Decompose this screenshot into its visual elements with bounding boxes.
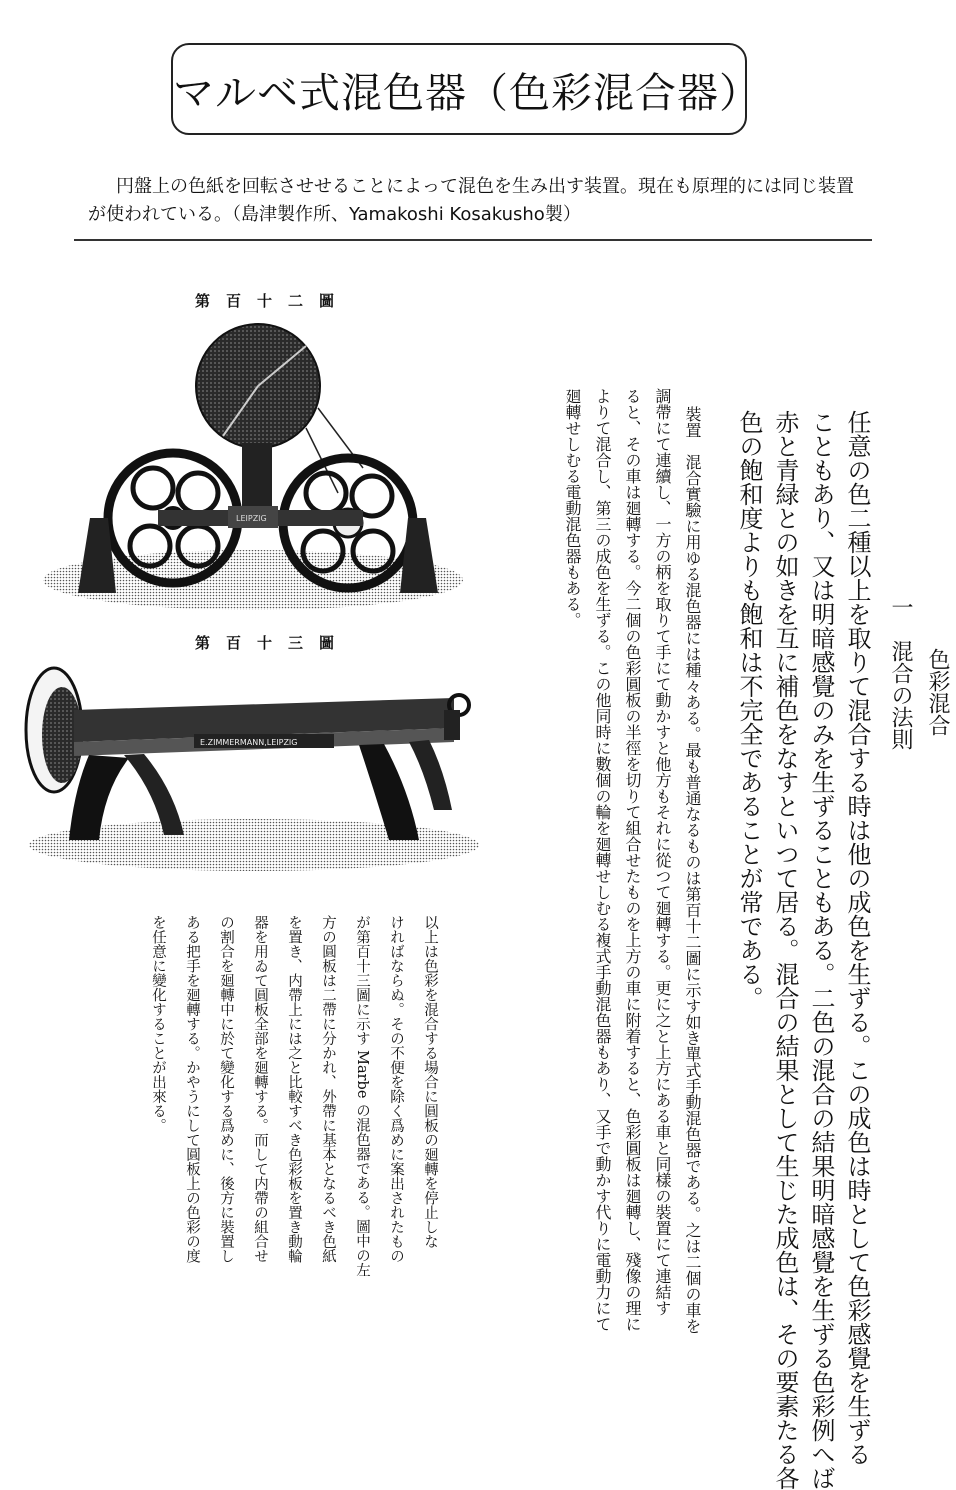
lower-text-line: を置き、内帶上には之と比較すべき色彩板を置き動輪 [286, 915, 302, 1263]
photo-caption: 円盤上の色紙を回転させせることによって混色を生み出す装置。現在も原理的には同じ装置が使われている。（島津製作所、Yamakoshi Kosakusho製） [88, 176, 854, 225]
figure-113-plate-text: E.ZIMMERMANN,LEIPZIG [200, 738, 298, 747]
body-text-line: 調帶にて連續し、一方の柄を取りて手にて動かすと他方もそれに從つて廻轉する。更に之と上方にある車と同樣の裝置にて連結す [653, 388, 672, 1316]
figure-113-marbe-color-mixer [14, 650, 484, 875]
figure-113-label: 第百十三圖 [195, 634, 351, 652]
body-text-line: ると、その車は廻轉する。今二個の色彩圓板の半徑を切りて組合せたものを上方の車に附着すると、色彩圓板は廻轉し、殘像の理に [623, 388, 642, 1332]
body-text-line: 裝置 混合實驗に用ゆる混色器には種々ある。最も普通なるものは第百十二圖に示す如き單式手動混色器である。之は二個の車を [683, 406, 702, 1334]
body-text-line: 廻轉せしむる電動混色器もある。 [563, 388, 582, 628]
title-box [171, 43, 761, 135]
main-text-line: 任意の色二種以上を取りて混合する時は他の成色を生ずる。この成色は時として色彩感覺を生ずる [843, 410, 871, 1466]
lower-text-line: ある把手を廻轉する。かやうにして圓板上の色彩の度 [184, 915, 200, 1263]
page-title: マルベ式混色器（色彩混合器） [173, 68, 761, 117]
lower-text-line: が第百十三圖に示す Marbe の混色器である。圖中の左 [354, 915, 370, 1278]
lower-text-line: の割合を廻轉中に於て變化する爲めに、後方に裝置し [218, 915, 234, 1263]
chapter-title: 色彩混合 [925, 648, 950, 736]
lower-text-line: ければならぬ。その不便を除く爲めに案出されたもの [388, 915, 404, 1263]
figure-112-label: 第百十二圖 [195, 292, 351, 310]
lower-text-line: 方の圓板は二帶に分かれ、外帶に基本となるべき色紙 [320, 915, 336, 1263]
main-text-line: こともあり、又は明暗感覺のみを生ずることもある。二色の混合の結果明暗感覺を生ずる色彩例へば [807, 410, 835, 1490]
main-text-line: 赤と青緑との如きを互に補色をなすといつて居る。混合の結果として生じた成色は、その要素たる各 [771, 410, 799, 1490]
figure-112-plate-text: LEIPZIG [236, 514, 267, 523]
main-text-line: 色の飽和度よりも飽和は不完全であることが常である。 [735, 410, 763, 1010]
figure-112-single-color-mixer [38, 318, 468, 618]
lower-text-line: 以上は色彩を混合する場合に圓板の廻轉を停止しな [422, 915, 438, 1249]
divider [74, 239, 872, 241]
lower-text-line: を任意に變化することが出來る。 [150, 915, 166, 1133]
section-heading: 一 混合の法則 [888, 596, 913, 750]
lower-text-line: 器を用ゐて圓板全部を廻轉する。而して内帶の組合せ [252, 915, 268, 1263]
body-text-line: よりて混合し、第三の成色を生ずる。この他同時に數個の輪を廻轉せしむる複式手動混色器もあり、又手で動かす代りに電動力にて [593, 388, 612, 1332]
